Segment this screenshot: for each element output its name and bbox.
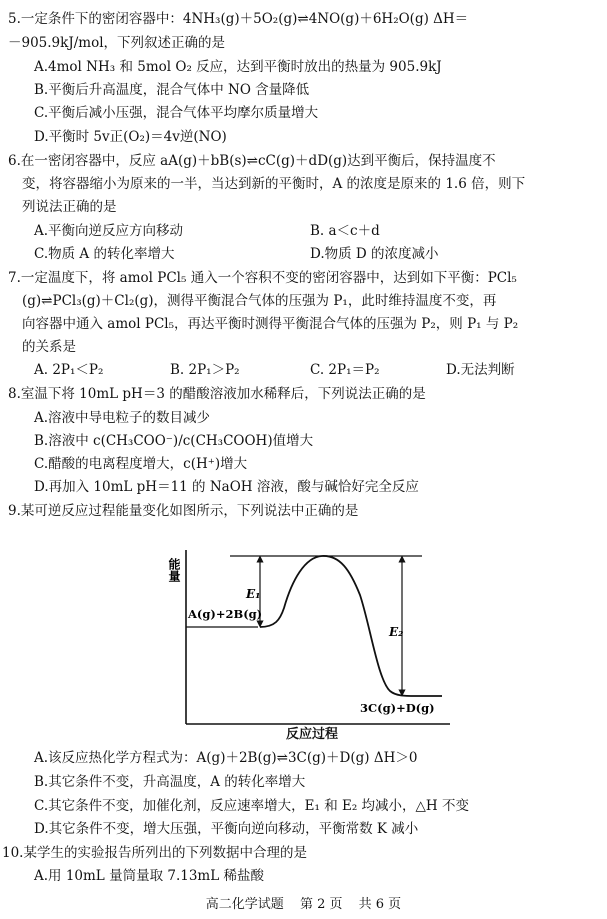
q6-stem-line2: 变，将容器缩小为原来的一半，当达到新的平衡时，A 的浓度是原来的 1.6 倍，则下: [22, 176, 526, 192]
q8-stem-line1: 8.室温下将 10mL pH＝3 的醋酸溶液加水稀释后，下列说法正确的是: [8, 386, 426, 402]
q6-options-row2: [34, 245, 594, 263]
products-label: 3C(g)+D(g): [360, 701, 435, 715]
q8-option-b: B.溶液中 c(CH₃COO⁻)/c(CH₃COOH)值增大: [34, 433, 314, 449]
q6-options-row1: [34, 222, 594, 240]
q6-option-d: D.物质 D 的浓度减小: [310, 246, 439, 262]
q5-option-c: C.平衡后减小压强，混合气体平均摩尔质量增大: [34, 105, 319, 121]
q10-stem-line1: 10.某学生的实验报告所列出的下列数据中合理的是: [2, 845, 307, 861]
q8-option-d: D.再加入 10mL pH＝11 的 NaOH 溶液，酸与碱恰好完全反应: [34, 479, 419, 495]
q7-stem-line4: 的关系是: [22, 339, 76, 355]
q7-option-a: A. 2P₁＜P₂: [34, 362, 104, 378]
footer-title: 高二化学试题: [205, 897, 284, 912]
q7-option-d: D.无法判断: [446, 362, 515, 378]
q7-option-b: B. 2P₁＞P₂: [170, 362, 240, 378]
q9-option-d: D.其它条件不变，增大压强，平衡向逆向移动，平衡常数 K 减小: [34, 821, 419, 837]
q5-stem-line1: 5.一定条件下的密闭容器中：4NH₃(g)＋5O₂(g)⇌4NO(g)＋6H₂O(g) ΔH＝: [8, 11, 469, 27]
q9-option-a: A.该反应热化学方程式为：A(g)＋2B(g)⇌3C(g)＋D(g) ΔH＞0: [34, 750, 418, 766]
footer-total: 共 6 页: [358, 897, 402, 912]
q5-option-b: B.平衡后升高温度，混合气体中 NO 含量降低: [34, 82, 310, 98]
energy-diagram: [160, 540, 450, 730]
q6-stem-line1: 6.在一密闭容器中，反应 aA(g)＋bB(s)⇌cC(g)＋dD(g)达到平衡后，保持温度不: [8, 153, 496, 169]
x-axis-label: 反应过程: [286, 727, 339, 742]
footer-page: 第 2 页: [299, 897, 343, 912]
q6-option-b: B. a＜c＋d: [310, 223, 380, 239]
q7-options-row: [34, 361, 594, 379]
q6-option-c: C.物质 A 的转化率增大: [34, 246, 175, 262]
q8-option-c: C.醋酸的电离程度增大，c(H⁺)增大: [34, 456, 248, 472]
q6-stem-line3: 列说法正确的是: [22, 199, 117, 215]
q8-option-a: A.溶液中导电粒子的数目减少: [34, 410, 211, 426]
e1-label: E₁: [246, 587, 261, 601]
reactants-label: A(g)+2B(g): [188, 607, 263, 621]
q9-stem-line1: 9.某可逆反应过程能量变化如图所示，下列说法中正确的是: [8, 503, 359, 519]
q5-option-a: A.4mol NH₃ 和 5mol O₂ 反应，达到平衡时放出的热量为 905.9kJ: [34, 59, 442, 75]
q9-option-c: C.其它条件不变，加催化剂，反应速率增大，E₁ 和 E₂ 均减小，△H 不变: [34, 798, 469, 814]
q7-stem-line1: 7.一定温度下，将 amol PCl₅ 通入一个容积不变的密闭容器中，达到如下平衡：PCl₅: [8, 270, 517, 286]
q5-option-d: D.平衡时 5v正(O₂)＝4v逆(NO): [34, 129, 227, 145]
e2-label: E₂: [389, 625, 404, 639]
q5-stem-line2: －905.9kJ/mol，下列叙述正确的是: [8, 35, 226, 51]
q9-option-b: B.其它条件不变，升高温度，A 的转化率增大: [34, 774, 306, 790]
q7-option-c: C. 2P₁＝P₂: [310, 362, 380, 378]
q7-stem-line3: 向容器中通入 amol PCl₅，再达平衡时测得平衡混合气体的压强为 P₂，则 P₁ 与 P₂: [22, 316, 519, 332]
y-axis-label: 能量: [167, 558, 181, 582]
page-footer: [0, 893, 607, 912]
q6-option-a: A.平衡向逆反应方向移动: [34, 223, 184, 239]
q10-option-a: A.用 10mL 量筒量取 7.13mL 稀盐酸: [34, 868, 264, 884]
energy-curve: [260, 556, 442, 696]
q7-stem-line2: (g)⇌PCl₃(g)＋Cl₂(g)，测得平衡混合气体的压强为 P₁，此时维持温度不变，再: [22, 293, 497, 309]
